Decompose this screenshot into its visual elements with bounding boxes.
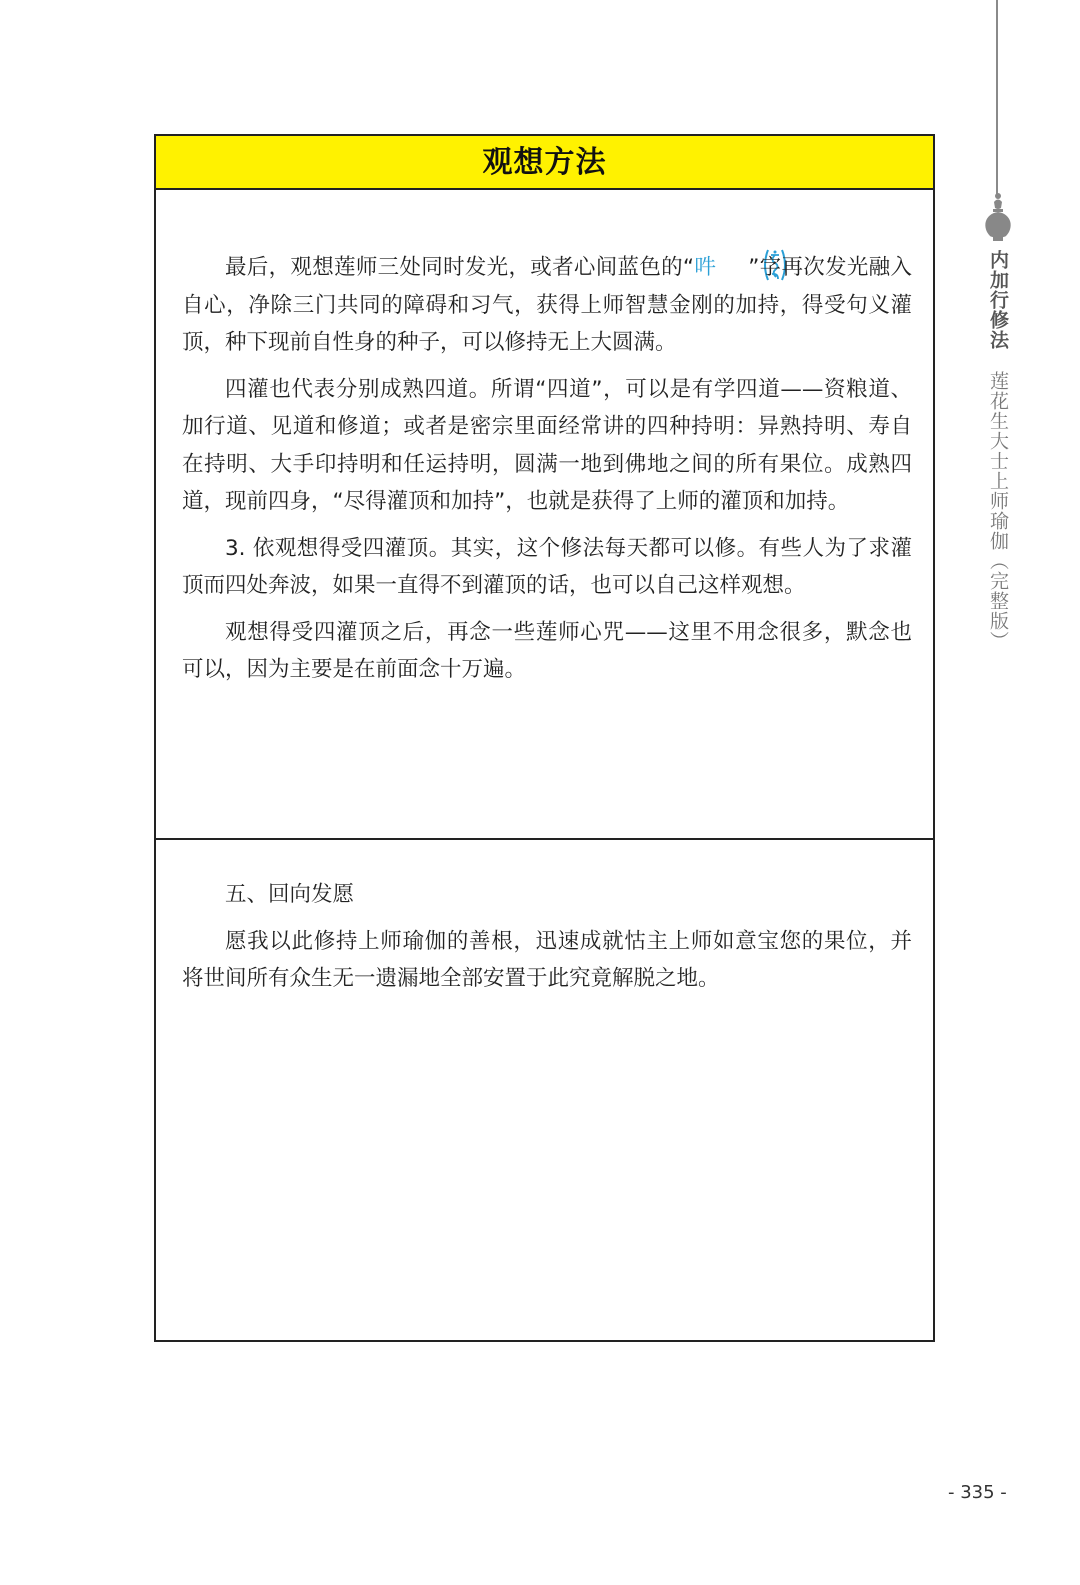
paragraph-1 — [182, 248, 912, 362]
dedication-body — [182, 876, 912, 1007]
sidebar-rule — [996, 0, 998, 198]
sidebar-title-light: 莲花生大士上师瑜伽（完整版） — [987, 371, 1009, 652]
dedication-paragraph: 愿我以此修持上师瑜伽的善根，迅速成就怙主上师如意宝您的果位，并将世间所有众生无一遗漏地全部安置于此究竟解脱之地。 — [182, 928, 912, 991]
panel-body — [182, 248, 912, 698]
vase-ornament-icon — [982, 192, 1014, 252]
paragraph-3: 3. 依观想得受四灌顶。其实，这个修法每天都可以修。有些人为了求灌顶而四处奔波，如果一直得不到灌顶的话，也可以自己这样观想。 — [182, 535, 912, 598]
hum-char: 吽 — [694, 255, 717, 280]
page-number: - 335 - — [948, 1482, 1007, 1503]
p1-after: ”字再次发光融入自心，净除三门共同的障碍和习气，获得上师智慧金刚的加持，得受句义灌顶，种下现前自性身的种子，可以修持无上大圆满。 — [182, 255, 912, 355]
paragraph-4: 观想得受四灌顶之后，再念一些莲师心咒——这里不用念很多，默念也可以，因为主要是在前面念十万遍。 — [182, 619, 912, 682]
visualization-panel — [154, 134, 935, 841]
section-heading: 五、回向发愿 — [225, 882, 355, 907]
paragraph-2: 四灌也代表分别成熟四道。所谓“四道”，可以是有学四道——资粮道、加行道、见道和修道；或者是密宗里面经常讲的四种持明：异熟持明、寿自在持明、大手印持明和任运持明，圆满一地到佛地之间的所有果位。成熟四道，现前四身，“尽得灌顶和加持”，也就是获得了上师的灌顶和加持。 — [182, 376, 912, 514]
panel-header: 观想方法 — [156, 136, 933, 190]
sidebar-title — [986, 250, 1010, 651]
p1-before: 最后，观想莲师三处同时发光，或者心间蓝色的“ — [225, 255, 695, 280]
sidebar-title-bold: 内加行修法 — [987, 250, 1009, 350]
tibetan-hum-syllable-icon — [717, 248, 747, 282]
dedication-panel — [154, 838, 935, 1342]
